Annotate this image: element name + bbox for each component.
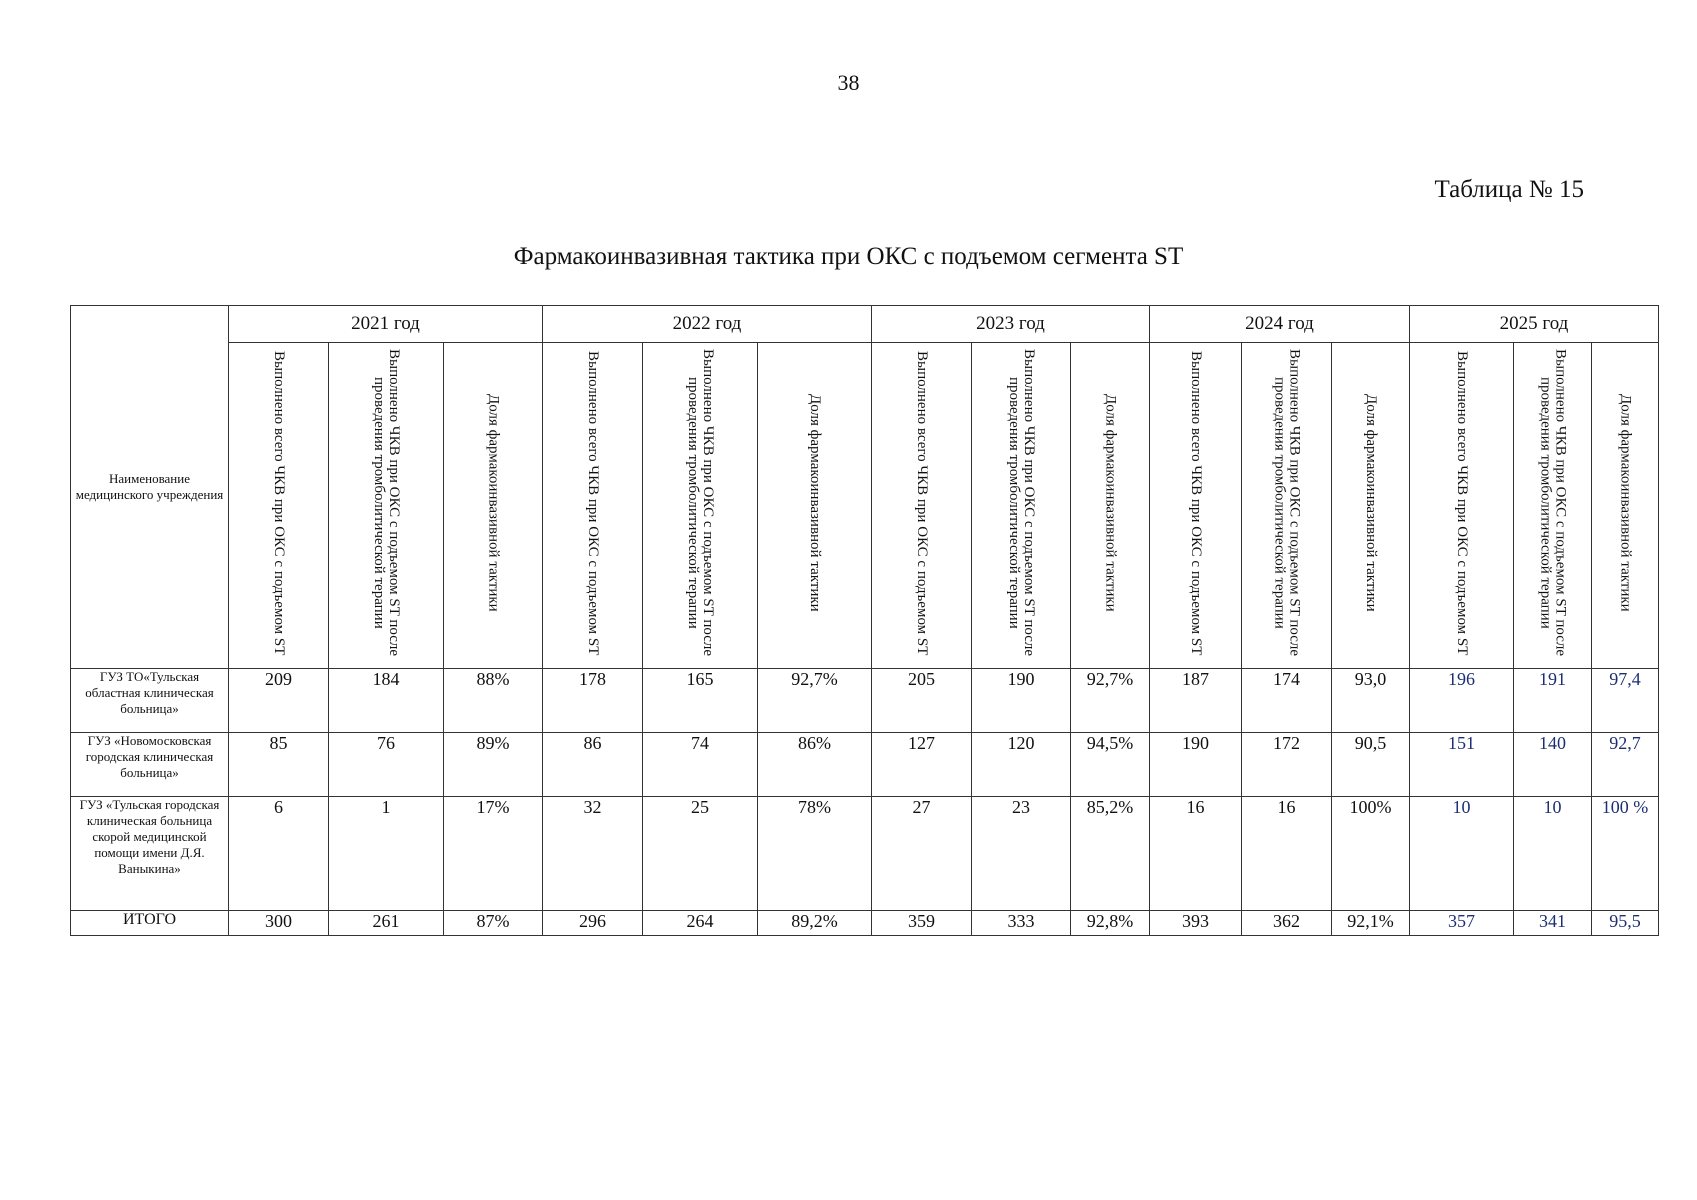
table-cell: 187 xyxy=(1150,669,1242,733)
table-cell: 140 xyxy=(1514,733,1592,797)
table-cell: 17% xyxy=(444,797,543,911)
column-header-total-pci: Выполнено всего ЧКВ при ОКС с подъемом ST xyxy=(543,343,643,669)
table-row xyxy=(71,669,1659,733)
document-title: Фармакоинвазивная тактика при ОКС с подъемом сегмента ST xyxy=(513,243,1184,270)
table-cell: 27 xyxy=(872,797,972,911)
table-cell: 32 xyxy=(543,797,643,911)
table-cell: 92,7% xyxy=(758,669,872,733)
total-row xyxy=(71,911,1659,936)
table-cell: 16 xyxy=(1150,797,1242,911)
column-header-pharmacoinvasive-share: Доля фармакоинвазивной тактики xyxy=(444,343,543,669)
total-cell: 296 xyxy=(543,911,643,936)
institution-name: ГУЗ «Новомосковская городская клиническая больница» xyxy=(71,733,229,797)
column-header-total-pci: Выполнено всего ЧКВ при ОКС с подъемом ST xyxy=(872,343,972,669)
table-cell: 196 xyxy=(1410,669,1514,733)
year-header-2022: 2022 год xyxy=(543,306,872,343)
total-cell: 89,2% xyxy=(758,911,872,936)
column-header-pci-after-thrombolysis: Выполнено ЧКВ при ОКС с подъемом ST после проведения тромболитической терапии xyxy=(1242,343,1332,669)
total-cell: 333 xyxy=(972,911,1071,936)
total-cell: 362 xyxy=(1242,911,1332,936)
column-header-pharmacoinvasive-share: Доля фармакоинвазивной тактики xyxy=(1592,343,1659,669)
table-cell: 89% xyxy=(444,733,543,797)
table-cell: 174 xyxy=(1242,669,1332,733)
column-header-pci-after-thrombolysis: Выполнено ЧКВ при ОКС с подъемом ST после проведения тромболитической терапии xyxy=(643,343,758,669)
column-header-pharmacoinvasive-share: Доля фармакоинвазивной тактики xyxy=(1071,343,1150,669)
table-cell: 127 xyxy=(872,733,972,797)
year-header-2023: 2023 год xyxy=(872,306,1150,343)
table-cell: 205 xyxy=(872,669,972,733)
table-cell: 100 % xyxy=(1592,797,1659,911)
total-cell: 264 xyxy=(643,911,758,936)
page-number: 38 xyxy=(837,70,860,95)
table-cell: 190 xyxy=(972,669,1071,733)
table-cell: 100% xyxy=(1332,797,1410,911)
table-cell: 10 xyxy=(1410,797,1514,911)
column-header-total-pci: Выполнено всего ЧКВ при ОКС с подъемом ST xyxy=(229,343,329,669)
total-cell: 341 xyxy=(1514,911,1592,936)
column-header-pharmacoinvasive-share: Доля фармакоинвазивной тактики xyxy=(758,343,872,669)
table-cell: 86 xyxy=(543,733,643,797)
year-header-row xyxy=(71,306,1659,343)
table-cell: 90,5 xyxy=(1332,733,1410,797)
table-cell: 209 xyxy=(229,669,329,733)
table-cell: 93,0 xyxy=(1332,669,1410,733)
table-cell: 191 xyxy=(1514,669,1592,733)
table-cell: 85 xyxy=(229,733,329,797)
table-cell: 25 xyxy=(643,797,758,911)
data-table xyxy=(70,305,1659,936)
table-cell: 1 xyxy=(329,797,444,911)
table-cell: 10 xyxy=(1514,797,1592,911)
table-cell: 94,5% xyxy=(1071,733,1150,797)
table-cell: 88% xyxy=(444,669,543,733)
total-cell: 92,8% xyxy=(1071,911,1150,936)
institution-column-header: Наименование медицинского учреждения xyxy=(71,306,229,669)
total-cell: 92,1% xyxy=(1332,911,1410,936)
table-row xyxy=(71,797,1659,911)
column-header-pci-after-thrombolysis: Выполнено ЧКВ при ОКС с подъемом ST после проведения тромболитической терапии xyxy=(972,343,1071,669)
table-cell: 120 xyxy=(972,733,1071,797)
table-cell: 85,2% xyxy=(1071,797,1150,911)
table-cell: 78% xyxy=(758,797,872,911)
table-cell: 92,7% xyxy=(1071,669,1150,733)
column-header-pci-after-thrombolysis: Выполнено ЧКВ при ОКС с подъемом ST после проведения тромболитической терапии xyxy=(1514,343,1592,669)
table-cell: 23 xyxy=(972,797,1071,911)
total-cell: 87% xyxy=(444,911,543,936)
column-header-total-pci: Выполнено всего ЧКВ при ОКС с подъемом ST xyxy=(1410,343,1514,669)
table-label: Таблица № 15 xyxy=(1434,176,1584,203)
table-cell: 172 xyxy=(1242,733,1332,797)
total-label: ИТОГО xyxy=(71,911,229,936)
table-cell: 92,7 xyxy=(1592,733,1659,797)
table-cell: 97,4 xyxy=(1592,669,1659,733)
year-header-2021: 2021 год xyxy=(229,306,543,343)
table-cell: 76 xyxy=(329,733,444,797)
total-cell: 261 xyxy=(329,911,444,936)
table-cell: 178 xyxy=(543,669,643,733)
table-cell: 165 xyxy=(643,669,758,733)
table-row xyxy=(71,733,1659,797)
total-cell: 357 xyxy=(1410,911,1514,936)
table-cell: 184 xyxy=(329,669,444,733)
table-cell: 16 xyxy=(1242,797,1332,911)
table-cell: 190 xyxy=(1150,733,1242,797)
total-cell: 359 xyxy=(872,911,972,936)
total-cell: 300 xyxy=(229,911,329,936)
table-cell: 6 xyxy=(229,797,329,911)
column-header-pharmacoinvasive-share: Доля фармакоинвазивной тактики xyxy=(1332,343,1410,669)
institution-name: ГУЗ «Тульская городская клиническая больница скорой медицинской помощи имени Д.Я. Ваныкина» xyxy=(71,797,229,911)
table-cell: 86% xyxy=(758,733,872,797)
column-header-pci-after-thrombolysis: Выполнено ЧКВ при ОКС с подъемом ST после проведения тромболитической терапии xyxy=(329,343,444,669)
column-header-total-pci: Выполнено всего ЧКВ при ОКС с подъемом ST xyxy=(1150,343,1242,669)
institution-name: ГУЗ ТО«Тульская областная клиническая больница» xyxy=(71,669,229,733)
total-cell: 393 xyxy=(1150,911,1242,936)
table-cell: 151 xyxy=(1410,733,1514,797)
total-cell: 95,5 xyxy=(1592,911,1659,936)
year-header-2024: 2024 год xyxy=(1150,306,1410,343)
column-header-row xyxy=(71,343,1659,669)
year-header-2025: 2025 год xyxy=(1410,306,1659,343)
table-cell: 74 xyxy=(643,733,758,797)
